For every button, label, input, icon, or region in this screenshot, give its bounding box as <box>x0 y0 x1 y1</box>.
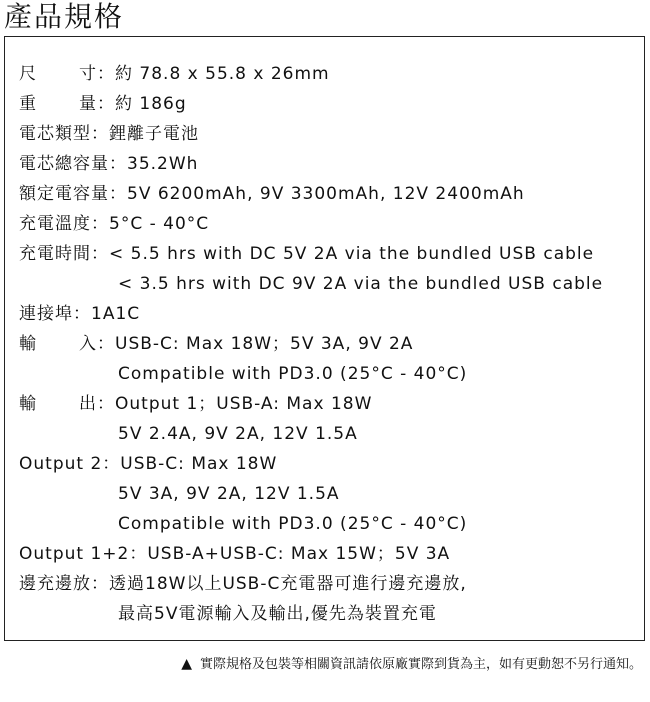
spec-rated-capacity-row <box>19 179 525 209</box>
spec-output2-row <box>19 449 277 479</box>
spec-input-row <box>19 329 413 359</box>
spec-output-label-b: 出 <box>79 394 97 414</box>
spec-weight-row <box>19 89 187 119</box>
spec-size-label <box>19 59 97 89</box>
spec-cell-type-colon: ： <box>91 124 109 144</box>
spec-passthrough-row <box>19 569 467 599</box>
spec-cell-capacity-value: 35.2Wh <box>127 154 199 174</box>
spec-charge-temp-label: 充電溫度 <box>19 214 91 234</box>
spec-charge-time-value: < 5.5 hrs with DC 5V 2A via the bundled USB cable <box>109 244 595 264</box>
spec-cell-capacity-label: 電芯總容量 <box>19 154 109 174</box>
spec-output-label-a: 輸 <box>19 394 37 414</box>
spec-ports-value: 1A1C <box>91 304 141 324</box>
page-title: 產品規格 <box>4 0 125 33</box>
spec-output2-value: USB-C: Max 18W <box>120 454 278 474</box>
spec-size-label-a: 尺 <box>19 64 37 84</box>
spec-input-value: USB-C: Max 18W；5V 3A, 9V 2A <box>115 334 414 354</box>
spec-cell-capacity-row <box>19 149 198 179</box>
spec-ports-row <box>19 299 140 329</box>
spec-rated-capacity-colon: ： <box>109 184 127 204</box>
triangle-icon: ▲ <box>181 656 192 672</box>
spec-table <box>4 36 645 641</box>
footer-note-text: 實際規格及包裝等相關資訊請依原廠實際到貨為主，如有更動恕不另行通知。 <box>199 657 642 672</box>
spec-output-row <box>19 389 372 419</box>
spec-charge-temp-colon: ： <box>91 214 109 234</box>
spec-weight-colon: ： <box>97 94 115 114</box>
spec-charge-temp-value: 5°C - 40°C <box>109 214 210 234</box>
spec-size-row <box>19 59 330 89</box>
spec-output12-label: Output 1+2 <box>19 544 130 564</box>
spec-weight-value: 約 186g <box>115 94 187 114</box>
spec-weight-label <box>19 89 97 119</box>
spec-output-colon: ： <box>97 394 115 414</box>
spec-charge-temp-row <box>19 209 209 239</box>
spec-output2-label: Output 2 <box>19 454 103 474</box>
spec-input-label-b: 入 <box>79 334 97 354</box>
spec-output2-value-2: 5V 3A, 9V 2A, 12V 1.5A <box>118 484 340 504</box>
spec-cell-type-row <box>19 119 199 149</box>
spec-passthrough-colon: ： <box>91 574 109 594</box>
spec-weight-label-a: 重 <box>19 94 37 114</box>
spec-output2-value-3: Compatible with PD3.0 (25°C - 40°C) <box>118 514 468 534</box>
spec-output12-row <box>19 539 450 569</box>
spec-input-label-a: 輸 <box>19 334 37 354</box>
spec-charge-time-value-2: < 3.5 hrs with DC 9V 2A via the bundled USB cable <box>118 274 604 294</box>
spec-size-value: 約 78.8 x 55.8 x 26mm <box>115 64 330 84</box>
spec-passthrough-label: 邊充邊放 <box>19 574 91 594</box>
spec-output12-value: USB-A+USB-C: Max 15W；5V 3A <box>147 544 451 564</box>
spec-cell-capacity-colon: ： <box>109 154 127 174</box>
spec-charge-time-row <box>19 239 594 269</box>
spec-output12-colon: ： <box>129 544 148 564</box>
spec-output-label <box>19 389 97 419</box>
spec-cell-type-value: 鋰離子電池 <box>109 124 199 144</box>
spec-charge-time-colon: ： <box>91 244 109 264</box>
spec-ports-colon: ： <box>73 304 91 324</box>
spec-ports-label: 連接埠 <box>19 304 73 324</box>
spec-size-label-b: 寸 <box>79 64 97 84</box>
spec-input-label <box>19 329 97 359</box>
spec-weight-label-b: 量 <box>79 94 97 114</box>
spec-input-value-2: Compatible with PD3.0 (25°C - 40°C) <box>118 364 468 384</box>
spec-size-colon: ： <box>97 64 115 84</box>
spec-charge-time-label: 充電時間 <box>19 244 91 264</box>
spec-output2-colon: ： <box>102 454 121 474</box>
footer-note <box>181 652 642 676</box>
spec-output-value: Output 1；USB-A: Max 18W <box>115 394 373 414</box>
spec-output-value-2: 5V 2.4A, 9V 2A, 12V 1.5A <box>118 424 358 444</box>
spec-passthrough-value-2: 最高5V電源輸入及輸出,優先為裝置充電 <box>118 604 437 624</box>
spec-rated-capacity-label: 額定電容量 <box>19 184 109 204</box>
spec-passthrough-value: 透過18W以上USB-C充電器可進行邊充邊放, <box>109 574 467 594</box>
spec-cell-type-label: 電芯類型 <box>19 124 91 144</box>
spec-rated-capacity-value: 5V 6200mAh, 9V 3300mAh, 12V 2400mAh <box>127 184 525 204</box>
spec-input-colon: ： <box>97 334 115 354</box>
